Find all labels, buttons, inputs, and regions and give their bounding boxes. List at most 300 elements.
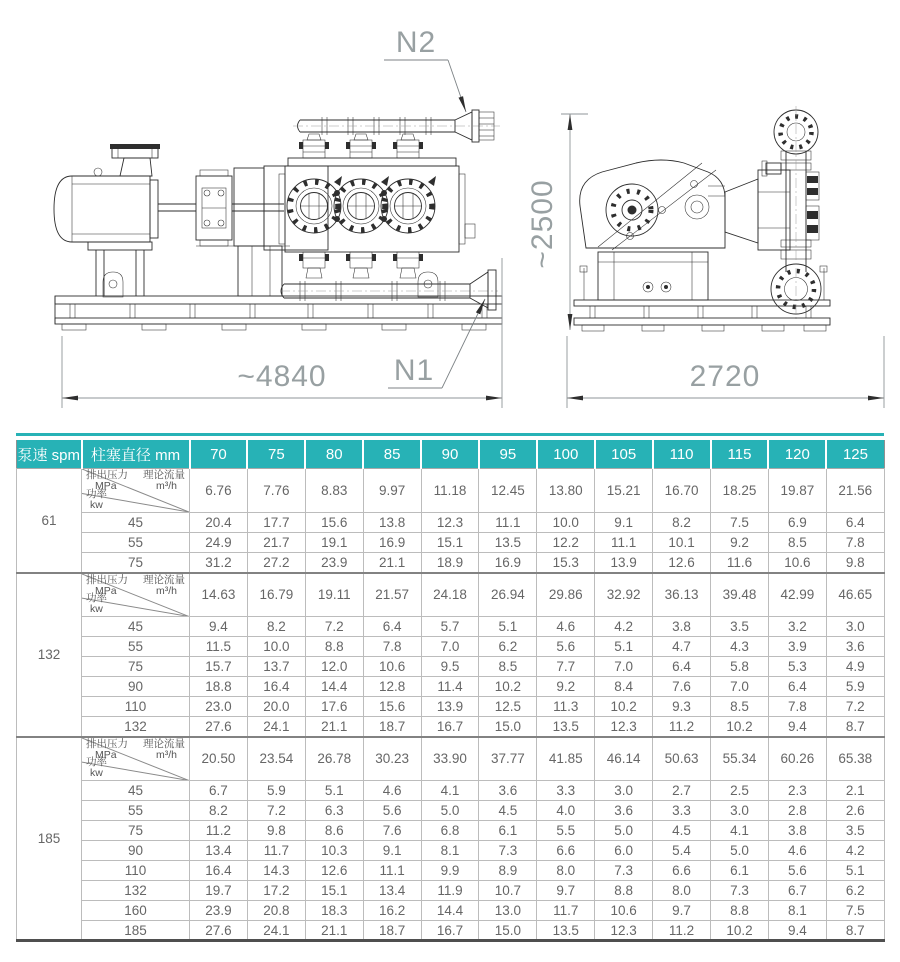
flow-value: 41.85 [537,737,595,781]
flow-value: 21.57 [363,573,421,617]
discharge-manifold [293,110,500,158]
axis-corner-cell [82,573,190,617]
power-value: 8.4 [595,677,653,697]
power-value: 8.8 [305,637,363,657]
power-value: 14.4 [421,901,479,921]
suction-manifold [280,252,498,310]
power-value: 7.8 [768,697,826,717]
power-value: 18.7 [363,921,421,941]
power-value: 18.3 [305,901,363,921]
header-diameter-85: 85 [363,440,421,469]
flow-value: 65.38 [826,737,884,781]
power-value: 16.4 [190,861,248,881]
pressure-value: 75 [82,821,190,841]
pump-engineering-drawing [0,0,900,430]
power-value: 27.6 [190,717,248,737]
header-diameter-100: 100 [537,440,595,469]
power-value: 15.0 [479,717,537,737]
power-value: 8.5 [768,533,826,553]
power-value: 4.6 [768,841,826,861]
power-value: 8.7 [826,921,884,941]
baseplate-end [574,300,830,331]
power-value: 3.0 [826,617,884,637]
power-value: 6.7 [190,781,248,801]
power-value: 15.6 [305,513,363,533]
cylinder-cover [381,179,435,233]
power-value: 18.7 [363,717,421,737]
coupling-block [196,170,284,246]
label-power: 功率 kw [86,592,107,615]
flow-value: 15.21 [595,469,653,513]
header-diameter-95: 95 [479,440,537,469]
power-value: 6.4 [653,657,711,677]
power-row-132-55 [17,637,885,657]
header-pump-speed: 泵速 spm [17,440,82,469]
pressure-value: 90 [82,677,190,697]
pressure-value: 55 [82,637,190,657]
power-value: 7.0 [711,677,769,697]
pressure-value: 75 [82,657,190,677]
power-value: 7.3 [595,861,653,881]
pressure-value: 132 [82,717,190,737]
power-value: 11.5 [190,637,248,657]
flow-value: 12.45 [479,469,537,513]
flow-row-132 [17,573,885,617]
power-value: 19.7 [190,881,248,901]
power-value: 4.0 [537,801,595,821]
flow-value: 6.76 [190,469,248,513]
flow-row-61 [17,469,885,513]
power-value: 3.6 [826,637,884,657]
power-value: 15.1 [305,881,363,901]
flow-value: 8.83 [305,469,363,513]
power-value: 10.6 [768,553,826,573]
table-header-row [17,440,885,469]
power-value: 6.3 [305,801,363,821]
power-value: 2.1 [826,781,884,801]
power-value: 5.0 [595,821,653,841]
axis-corner-cell [82,737,190,781]
power-value: 3.2 [768,617,826,637]
power-value: 3.3 [537,781,595,801]
power-value: 20.0 [247,697,305,717]
flow-value: 7.76 [247,469,305,513]
power-value: 4.1 [421,781,479,801]
power-value: 6.6 [653,861,711,881]
header-diameter-115: 115 [711,440,769,469]
label-theoretical-flow: 理论流量 m³/h [143,573,185,597]
power-row-185-132 [17,881,885,901]
power-value: 16.7 [421,717,479,737]
power-value: 7.8 [363,637,421,657]
power-value: 9.4 [768,717,826,737]
flow-value: 42.99 [768,573,826,617]
power-value: 6.1 [479,821,537,841]
power-value: 10.2 [595,697,653,717]
power-value: 16.9 [363,533,421,553]
flow-value: 23.54 [247,737,305,781]
pump-speed-132: 132 [17,573,82,737]
flow-value: 16.79 [247,573,305,617]
power-value: 11.9 [421,881,479,901]
power-value: 6.0 [595,841,653,861]
power-value: 6.4 [363,617,421,637]
cylinder-cover [287,179,341,233]
power-value: 21.7 [247,533,305,553]
flow-value: 20.50 [190,737,248,781]
power-value: 7.6 [653,677,711,697]
flow-value: 18.25 [711,469,769,513]
power-value: 3.0 [595,781,653,801]
power-row-185-185 [17,921,885,941]
power-value: 12.3 [595,717,653,737]
power-value: 14.4 [305,677,363,697]
power-value: 21.1 [363,553,421,573]
power-value: 16.9 [479,553,537,573]
power-value: 7.2 [305,617,363,637]
power-value: 9.7 [653,901,711,921]
power-value: 5.9 [247,781,305,801]
header-diameter-90: 90 [421,440,479,469]
power-value: 8.1 [768,901,826,921]
label-power: 功率 kw [86,488,107,511]
power-value: 8.7 [826,717,884,737]
power-value: 9.3 [653,697,711,717]
power-value: 11.3 [537,697,595,717]
power-value: 9.4 [190,617,248,637]
power-value: 31.2 [190,553,248,573]
power-value: 11.6 [711,553,769,573]
power-value: 5.6 [363,801,421,821]
flow-value: 36.13 [653,573,711,617]
power-value: 7.3 [479,841,537,861]
pressure-value: 55 [82,801,190,821]
power-value: 8.2 [653,513,711,533]
pressure-value: 55 [82,533,190,553]
power-value: 9.9 [421,861,479,881]
power-value: 12.2 [537,533,595,553]
power-value: 10.2 [711,921,769,941]
power-value: 6.2 [826,881,884,901]
pressure-value: 90 [82,841,190,861]
power-row-185-160 [17,901,885,921]
header-diameter-125: 125 [826,440,884,469]
electric-motor [54,144,196,296]
power-value: 12.5 [479,697,537,717]
power-value: 8.9 [479,861,537,881]
power-value: 9.5 [421,657,479,677]
flow-value: 21.56 [826,469,884,513]
pump-side-view [54,26,502,408]
power-value: 10.7 [479,881,537,901]
power-value: 6.2 [479,637,537,657]
power-value: 8.8 [711,901,769,921]
power-value: 12.6 [305,861,363,881]
power-value: 13.9 [595,553,653,573]
pressure-value: 160 [82,901,190,921]
performance-spec-table [16,440,885,942]
pressure-value: 110 [82,697,190,717]
flow-value: 37.77 [479,737,537,781]
flow-value: 9.97 [363,469,421,513]
flow-value: 50.63 [653,737,711,781]
pressure-value: 110 [82,861,190,881]
power-value: 16.4 [247,677,305,697]
power-value: 2.3 [768,781,826,801]
power-value: 7.5 [826,901,884,921]
power-value: 24.1 [247,717,305,737]
flow-value: 19.11 [305,573,363,617]
label-discharge-pressure: 排出压力 MPa [86,737,128,761]
power-row-132-75 [17,657,885,677]
pressure-value: 185 [82,921,190,941]
pump-speed-61: 61 [17,469,82,573]
power-value: 10.3 [305,841,363,861]
power-value: 17.7 [247,513,305,533]
fluid-end [279,158,475,252]
power-value: 23.9 [305,553,363,573]
power-row-61-55 [17,533,885,553]
power-value: 3.0 [711,801,769,821]
power-value: 4.5 [653,821,711,841]
power-value: 5.8 [711,657,769,677]
power-value: 9.2 [537,677,595,697]
header-diameter-105: 105 [595,440,653,469]
power-value: 20.4 [190,513,248,533]
power-value: 4.3 [711,637,769,657]
power-value: 7.3 [711,881,769,901]
header-diameter-110: 110 [653,440,711,469]
power-value: 12.8 [363,677,421,697]
power-value: 13.5 [479,533,537,553]
dim-length-text: ~4840 [237,360,327,393]
power-row-185-45 [17,781,885,801]
power-value: 10.2 [711,717,769,737]
power-row-185-55 [17,801,885,821]
power-value: 11.1 [479,513,537,533]
power-value: 13.9 [421,697,479,717]
power-value: 9.8 [247,821,305,841]
axis-corner-cell [82,469,190,513]
dim-width-text: 2720 [689,360,761,393]
power-value: 11.2 [653,717,711,737]
flow-value: 26.78 [305,737,363,781]
cylinder-cover [334,179,388,233]
fluid-end-end-view [725,106,821,320]
crankcase-end [580,160,725,250]
header-diameter-70: 70 [190,440,248,469]
power-value: 7.6 [363,821,421,841]
label-power: 功率 kw [86,756,107,779]
power-value: 23.0 [190,697,248,717]
power-value: 16.2 [363,901,421,921]
flow-value: 14.63 [190,573,248,617]
power-value: 11.7 [247,841,305,861]
table-top-accent-rule [16,433,884,436]
power-value: 13.5 [537,921,595,941]
power-value: 12.3 [421,513,479,533]
flow-value: 46.65 [826,573,884,617]
dimension-width [567,336,884,408]
header-diameter-80: 80 [305,440,363,469]
flow-value: 24.18 [421,573,479,617]
power-value: 10.2 [479,677,537,697]
power-value: 15.7 [190,657,248,677]
power-value: 5.4 [653,841,711,861]
power-row-185-75 [17,821,885,841]
power-value: 5.0 [711,841,769,861]
power-value: 7.7 [537,657,595,677]
header-diameter-75: 75 [247,440,305,469]
power-value: 9.7 [537,881,595,901]
power-value: 5.1 [826,861,884,881]
power-value: 13.5 [537,717,595,737]
power-value: 20.8 [247,901,305,921]
power-value: 24.1 [247,921,305,941]
power-value: 5.6 [768,861,826,881]
power-value: 11.1 [595,533,653,553]
power-value: 4.1 [711,821,769,841]
power-value: 13.4 [363,881,421,901]
pressure-value: 132 [82,881,190,901]
power-value: 10.0 [537,513,595,533]
power-value: 18.9 [421,553,479,573]
label-theoretical-flow: 理论流量 m³/h [143,737,185,761]
power-value: 7.5 [711,513,769,533]
power-value: 16.7 [421,921,479,941]
flow-row-185 [17,737,885,781]
power-value: 5.9 [826,677,884,697]
power-value: 8.0 [653,881,711,901]
power-value: 7.0 [595,657,653,677]
power-end-frame [103,166,438,297]
power-value: 17.6 [305,697,363,717]
power-row-61-75 [17,553,885,573]
power-value: 2.7 [653,781,711,801]
power-value: 8.5 [711,697,769,717]
pump-speed-185: 185 [17,737,82,941]
flow-value: 46.14 [595,737,653,781]
header-diameter-120: 120 [768,440,826,469]
nozzle-label-n2: N2 [395,26,437,59]
power-value: 11.1 [363,861,421,881]
power-row-185-110 [17,861,885,881]
power-value: 8.8 [595,881,653,901]
power-value: 6.6 [537,841,595,861]
label-discharge-pressure: 排出压力 MPa [86,469,128,492]
power-value: 5.1 [305,781,363,801]
flow-value: 11.18 [421,469,479,513]
power-value: 9.2 [711,533,769,553]
flow-value: 16.70 [653,469,711,513]
power-value: 4.9 [826,657,884,677]
power-value: 3.9 [768,637,826,657]
power-value: 19.1 [305,533,363,553]
power-value: 6.8 [421,821,479,841]
power-value: 3.6 [479,781,537,801]
nozzle-n2-callout [384,26,466,112]
baseplate-side [55,296,502,330]
label-theoretical-flow: 理论流量 m³/h [143,469,185,492]
power-value: 4.7 [653,637,711,657]
power-value: 5.1 [479,617,537,637]
power-row-132-45 [17,617,885,637]
power-value: 15.3 [537,553,595,573]
power-value: 13.4 [190,841,248,861]
power-value: 4.2 [826,841,884,861]
power-value: 2.6 [826,801,884,821]
power-value: 3.3 [653,801,711,821]
power-value: 12.6 [653,553,711,573]
power-value: 13.0 [479,901,537,921]
power-value: 15.6 [363,697,421,717]
nozzle-n1-callout [388,299,485,388]
flow-value: 30.23 [363,737,421,781]
power-value: 24.9 [190,533,248,553]
power-value: 12.0 [305,657,363,677]
flow-value: 26.94 [479,573,537,617]
power-value: 27.6 [190,921,248,941]
flow-value: 29.86 [537,573,595,617]
power-value: 5.1 [595,637,653,657]
power-row-132-132 [17,717,885,737]
power-value: 8.6 [305,821,363,841]
power-value: 10.6 [595,901,653,921]
power-value: 21.1 [305,921,363,941]
dimension-height [526,114,588,330]
power-value: 3.8 [653,617,711,637]
power-value: 15.1 [421,533,479,553]
power-value: 3.8 [768,821,826,841]
pressure-value: 45 [82,617,190,637]
dim-height-text: ~2500 [526,179,559,269]
power-value: 7.0 [421,637,479,657]
power-value: 4.6 [363,781,421,801]
power-value: 4.5 [479,801,537,821]
power-value: 5.3 [768,657,826,677]
power-value: 4.2 [595,617,653,637]
power-row-132-110 [17,697,885,717]
pressure-value: 45 [82,781,190,801]
nozzle-label-n1: N1 [393,354,435,387]
flow-value: 39.48 [711,573,769,617]
power-value: 3.5 [826,821,884,841]
power-value: 10.1 [653,533,711,553]
power-value: 6.7 [768,881,826,901]
power-row-185-90 [17,841,885,861]
power-value: 23.9 [190,901,248,921]
flow-value: 19.87 [768,469,826,513]
power-value: 3.5 [711,617,769,637]
power-value: 10.0 [247,637,305,657]
power-value: 11.2 [190,821,248,841]
power-value: 7.2 [826,697,884,717]
power-value: 15.0 [479,921,537,941]
power-value: 13.7 [247,657,305,677]
power-value: 4.6 [537,617,595,637]
power-value: 5.6 [537,637,595,657]
pressure-value: 75 [82,553,190,573]
power-value: 5.0 [421,801,479,821]
flow-value: 33.90 [421,737,479,781]
power-value: 27.2 [247,553,305,573]
power-value: 8.2 [247,617,305,637]
label-discharge-pressure: 排出压力 MPa [86,573,128,597]
power-value: 2.8 [768,801,826,821]
power-value: 11.7 [537,901,595,921]
flow-value: 32.92 [595,573,653,617]
power-value: 8.0 [537,861,595,881]
